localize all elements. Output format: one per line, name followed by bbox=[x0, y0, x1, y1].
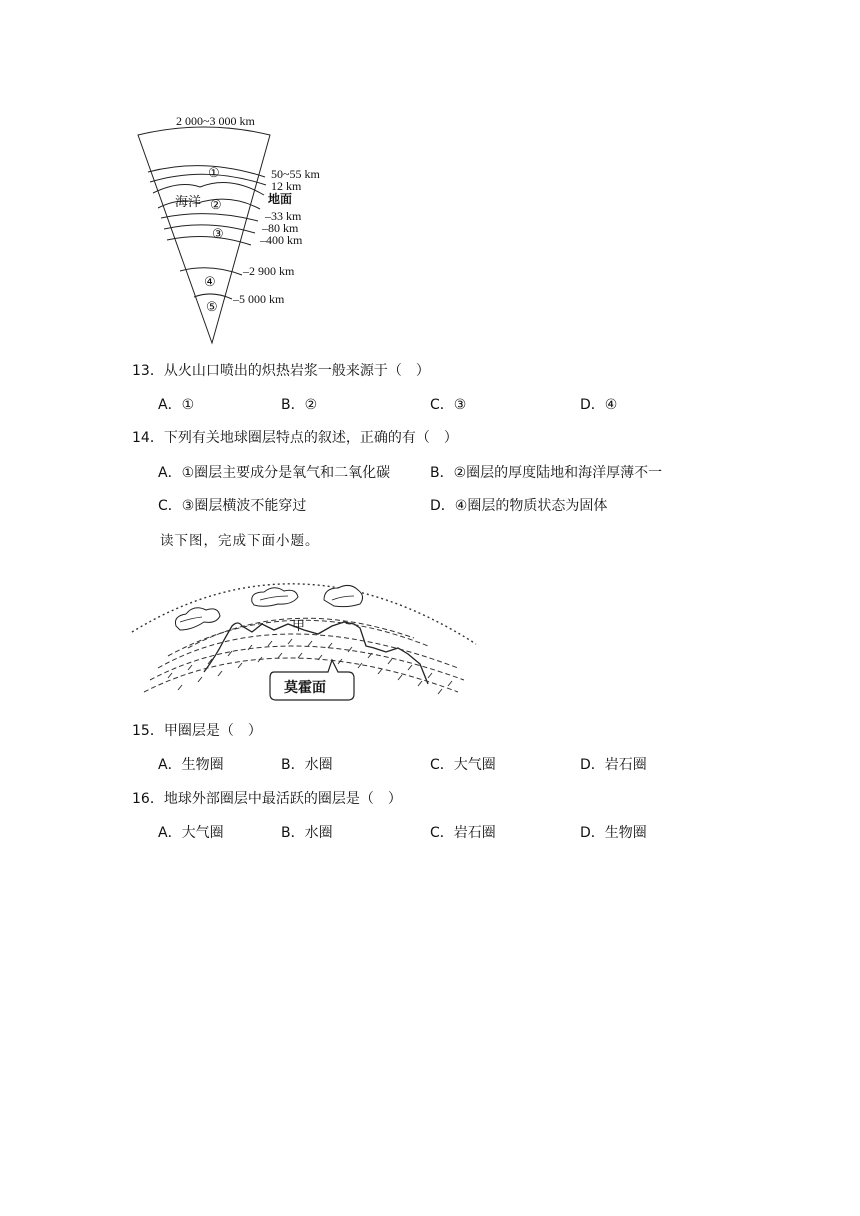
q15-option-c[interactable]: C．大气圈 bbox=[430, 757, 496, 773]
ground-label: 地面 bbox=[268, 192, 293, 206]
depth-label-12: 12 km bbox=[271, 179, 302, 193]
q14-option-b[interactable]: B．②圈层的厚度陆地和海洋厚薄不一 bbox=[430, 465, 663, 481]
reading-instruction: 读下图，完成下面小题。 bbox=[160, 533, 320, 549]
q14-option-c[interactable]: C．③圈层横波不能穿过 bbox=[158, 498, 307, 514]
layer-mark-3: ③ bbox=[212, 226, 224, 241]
q16-option-a[interactable]: A．大气圈 bbox=[158, 825, 224, 841]
depth-label-33: –33 km bbox=[265, 209, 302, 223]
top-depth-label: 2 000~3 000 km bbox=[176, 114, 255, 128]
moho-label: 莫霍面 bbox=[284, 681, 326, 696]
q14-option-a[interactable]: A．①圈层主要成分是氧气和二氧化碳 bbox=[158, 465, 391, 481]
depth-label-80: –80 km bbox=[262, 221, 299, 235]
depth-label-400: –400 km bbox=[260, 233, 303, 247]
q13-option-c[interactable]: C．③ bbox=[430, 397, 467, 413]
question-14-stem: 14．下列有关地球圈层特点的叙述，正确的有（ ） bbox=[132, 430, 458, 446]
question-16-stem: 16．地球外部圈层中最活跃的圈层是（ ） bbox=[132, 791, 402, 807]
q16-option-d[interactable]: D．生物圈 bbox=[580, 825, 647, 841]
q13-option-d[interactable]: D．④ bbox=[580, 397, 618, 413]
ocean-label: 海洋 bbox=[175, 194, 202, 209]
depth-label-2900: –2 900 km bbox=[243, 264, 295, 278]
q14-option-d[interactable]: D．④圈层的物质状态为固体 bbox=[430, 498, 608, 514]
layer-mark-1: ① bbox=[208, 165, 220, 180]
layer-mark-4: ④ bbox=[204, 274, 216, 289]
layer-mark-2: ② bbox=[210, 197, 222, 212]
q15-option-b[interactable]: B．水圈 bbox=[281, 757, 333, 773]
q15-option-a[interactable]: A．生物圈 bbox=[158, 757, 224, 773]
q13-option-a[interactable]: A．① bbox=[158, 397, 195, 413]
q13-option-b[interactable]: B．② bbox=[281, 397, 318, 413]
question-15-stem: 15．甲圈层是（ ） bbox=[132, 723, 262, 739]
question-13-stem: 13．从火山口喷出的炽热岩浆一般来源于（ ） bbox=[132, 363, 430, 379]
earth-layers-diagram bbox=[120, 105, 350, 350]
depth-label-50-55: 50~55 km bbox=[271, 167, 320, 181]
q16-option-b[interactable]: B．水圈 bbox=[281, 825, 333, 841]
depth-label-5000: –5 000 km bbox=[233, 292, 285, 306]
q16-option-c[interactable]: C．岩石圈 bbox=[430, 825, 496, 841]
q15-option-d[interactable]: D．岩石圈 bbox=[580, 757, 647, 773]
earth-spheres-diagram bbox=[128, 560, 480, 706]
label-jia: 甲 bbox=[292, 618, 306, 633]
layer-mark-5: ⑤ bbox=[206, 299, 218, 314]
